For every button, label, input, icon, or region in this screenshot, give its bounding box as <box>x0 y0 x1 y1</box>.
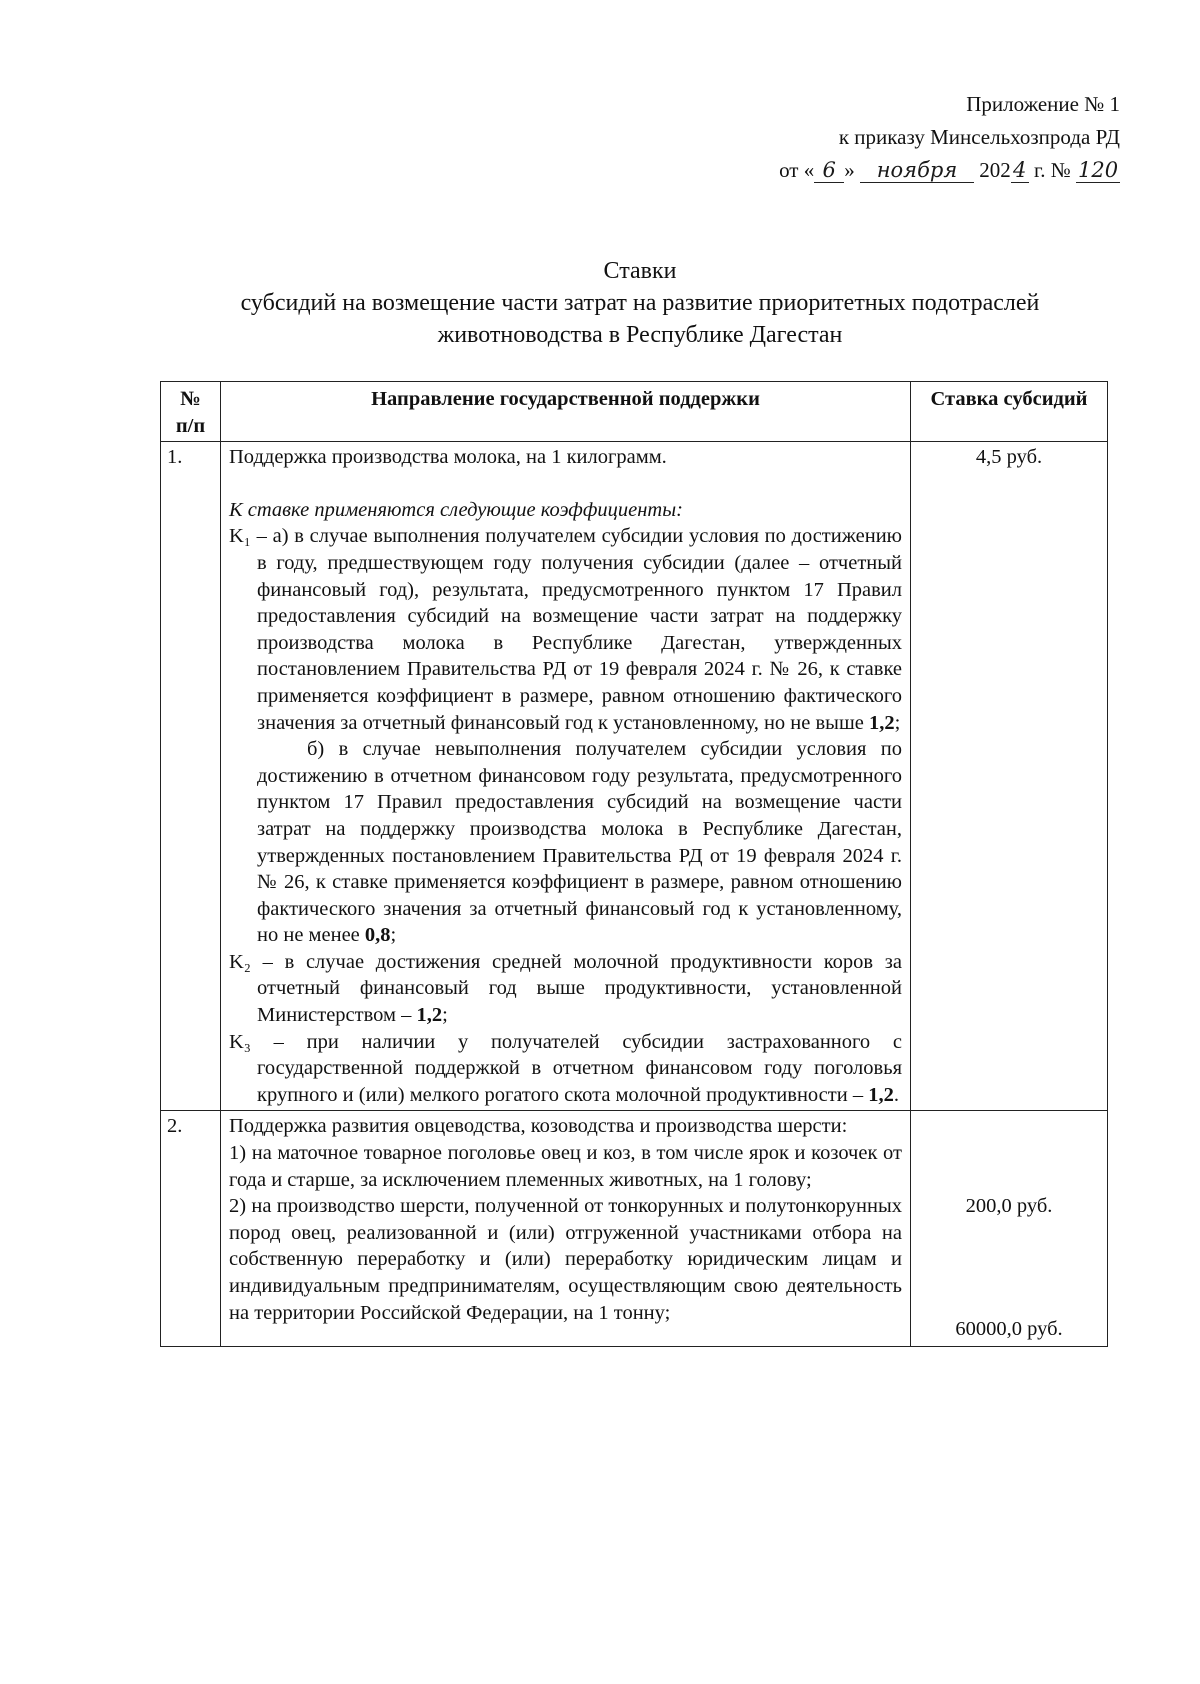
rate-item-1: 200,0 руб. <box>965 1195 1053 1218</box>
title-line-1: Ставки <box>603 258 677 284</box>
row-number: 2. <box>161 1111 221 1347</box>
row-rate: 4,5 руб. <box>911 442 1108 1111</box>
row-rate <box>911 1111 1108 1347</box>
row-direction <box>221 442 911 1111</box>
sheep-intro: Поддержка развития овцеводства, козоводства и производства шерсти: <box>229 1115 848 1138</box>
rate-item-2: 60000,0 руб. <box>955 1318 1063 1341</box>
header-num: № п/п <box>161 382 221 442</box>
sheep-item-1: 1) на маточное товарное поголовье овец и коз, в том числе ярок и козочек от года и старше, за исключением племенных животных, на 1 голову; <box>229 1142 902 1191</box>
sheep-item-2: 2) на производство шерсти, полученной от тонкорунных и полутонкорунных пород овец, реализованной и (или) отгруженной участниками отбора на собственную переработку и (или) переработку юридическим лицам и индивидуальным предпринимателям, осуществляющим свою деятельность на территории Российской Федерации, на 1 тонну; <box>229 1195 902 1324</box>
coefficient-k2: K₂ – в случае достижения средней молочной продуктивности коров за отчетный финансовый год выше продуктивности, установленной Министерством – 1,2; <box>229 950 902 1027</box>
row-number: 1. <box>161 442 221 1111</box>
title-line-2: субсидий на возмещение части затрат на развитие приоритетных подотраслей <box>240 290 1040 316</box>
row-direction <box>221 1111 911 1347</box>
appendix-date-line: от « 6 » ноября 202 4 г. № 120 <box>779 158 1119 182</box>
appendix-header <box>560 88 1120 187</box>
coefficient-k3: K₃ – при наличии у получателей субсидии застрахованного с государственной поддержкой в отчетном финансовом году поголовья крупного и (или) мелкого рогатого скота молочной продуктивности – 1,2. <box>229 1030 902 1106</box>
milk-intro: Поддержка производства молока, на 1 килограмм. <box>229 446 667 469</box>
header-direction: Направление государственной поддержки <box>221 382 911 442</box>
appendix-order-ref: к приказу Минсельхозпрода РД <box>838 125 1120 149</box>
handwritten-order-number: 120 <box>1078 158 1119 182</box>
appendix-title: Приложение № 1 <box>966 92 1120 116</box>
title-line-3: животноводства в Республике Дагестан <box>437 322 843 348</box>
rates-table <box>160 381 1108 1347</box>
handwritten-day: 6 <box>814 158 844 183</box>
header-rate: Ставка субсидий <box>911 382 1108 442</box>
table-row <box>161 1111 1108 1347</box>
handwritten-month: ноября <box>860 158 974 183</box>
coefficient-k1-b: б) в случае невыполнения получателем субсидии условия по достижению в отчетном финансовом году результата, предусмотренного пунктом 17 Правил предоставления субсидий на возмещение части затрат на поддержку производства молока в Республике Дагестан, утвержденных постановлением Правительства РД от 19 февраля 2024 г. № 26, к ставке применяется коэффициент в размере, равном отношению фактического значения за отчетный финансовый год к установленному, но не менее 0,8; <box>257 738 902 947</box>
coefficients-heading: К ставке применяются следующие коэффициенты: <box>229 498 683 521</box>
document-title <box>150 255 1130 351</box>
handwritten-year-digit: 4 <box>1011 158 1029 183</box>
table-header-row <box>161 382 1108 442</box>
table-row <box>161 442 1108 1111</box>
coefficient-k1-a: K₁ – а) в случае выполнения получателем субсидии условия по достижению в году, предшествующем году получения субсидии (далее – отчетный финансовый год), результата, предусмотренного пунктом 17 Правил предоставления субсидий на возмещение части затрат на поддержку производства молока в Республике Дагестан, утвержденных постановлением Правительства РД от 19 февраля 2024 г. № 26, к ставке применяется коэффициент в размере, равном отношению фактического значения за отчетный финансовый год к установленному, но не выше 1,2; <box>229 525 902 734</box>
